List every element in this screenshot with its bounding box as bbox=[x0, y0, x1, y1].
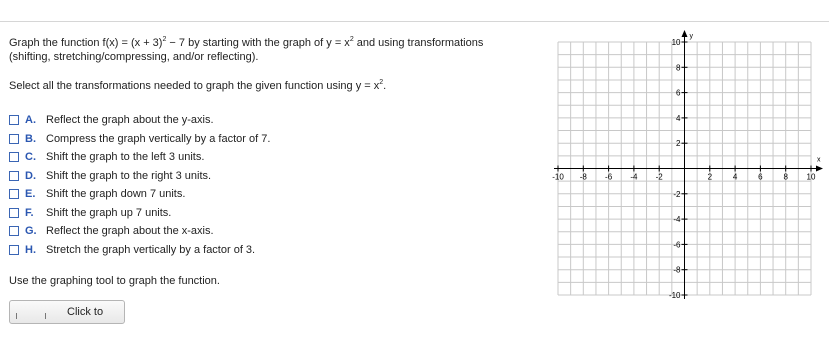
option-b[interactable] bbox=[9, 130, 270, 149]
question-part: − 7 by starting with the graph of y = x bbox=[166, 37, 350, 49]
x-tick-label: -6 bbox=[605, 172, 613, 182]
option-text: Shift the graph to the left 3 units. bbox=[46, 151, 205, 164]
question-part: and using transformations bbox=[353, 37, 484, 49]
y-tick-label: 10 bbox=[671, 38, 681, 47]
x-axis-label: x bbox=[817, 156, 821, 164]
coordinate-grid[interactable] bbox=[546, 30, 824, 320]
checkbox[interactable] bbox=[9, 245, 19, 255]
checkbox[interactable] bbox=[9, 189, 19, 199]
option-letter: F. bbox=[25, 206, 34, 219]
button-label: Click to bbox=[67, 306, 104, 318]
y-tick-label: 6 bbox=[676, 88, 681, 98]
option-text: Reflect the graph about the y-axis. bbox=[46, 114, 214, 127]
option-d[interactable] bbox=[9, 167, 270, 186]
option-letter: H. bbox=[25, 243, 36, 256]
option-letter: D. bbox=[25, 169, 36, 182]
option-f[interactable] bbox=[9, 204, 270, 223]
option-letter: G. bbox=[25, 225, 37, 238]
x-tick-label: 6 bbox=[758, 172, 763, 182]
x-tick-label: 4 bbox=[732, 172, 738, 182]
y-tick-label: 2 bbox=[676, 139, 681, 149]
instruction-text bbox=[9, 80, 386, 92]
x-tick-label: -2 bbox=[655, 172, 663, 182]
exponent: 2 bbox=[379, 79, 384, 86]
y-tick-label: -4 bbox=[673, 215, 681, 225]
instruction-part: . bbox=[383, 80, 387, 92]
option-e[interactable] bbox=[9, 185, 270, 204]
graph-instruction: Use the graphing tool to graph the function. bbox=[9, 275, 220, 287]
y-tick-label: -8 bbox=[673, 265, 681, 275]
y-axis-arrow-icon bbox=[682, 30, 688, 37]
graphing-tool-button[interactable] bbox=[9, 300, 125, 324]
option-text: Shift the graph down 7 units. bbox=[46, 188, 186, 201]
option-text: Reflect the graph about the x-axis. bbox=[46, 225, 214, 238]
y-tick-label: -10 bbox=[668, 291, 681, 300]
y-tick-label: 4 bbox=[676, 113, 681, 123]
x-tick-label: -4 bbox=[630, 172, 638, 182]
question-line2: (shifting, stretching/compressing, and/or reflecting). bbox=[9, 51, 259, 63]
question-text bbox=[9, 36, 529, 64]
checkbox[interactable] bbox=[9, 171, 19, 181]
x-tick-label: 8 bbox=[783, 172, 788, 182]
y-axis-label: y bbox=[689, 33, 693, 40]
x-axis-arrow-icon bbox=[816, 166, 823, 172]
y-tick-label: -6 bbox=[673, 240, 681, 250]
option-letter: E. bbox=[25, 188, 36, 201]
x-tick-label: -10 bbox=[552, 172, 564, 182]
checkbox[interactable] bbox=[9, 226, 19, 236]
option-text: Shift the graph to the right 3 units. bbox=[46, 169, 212, 182]
exponent: 2 bbox=[349, 36, 354, 43]
exponent: 2 bbox=[162, 36, 167, 43]
checkbox[interactable] bbox=[9, 208, 19, 218]
checkbox[interactable] bbox=[9, 152, 19, 162]
instruction-part: Select all the transformations needed to graph the given function using y = x bbox=[9, 80, 380, 92]
option-letter: A. bbox=[25, 114, 36, 127]
option-letter: C. bbox=[25, 151, 36, 164]
y-tick-label: -2 bbox=[673, 189, 681, 199]
option-text: Stretch the graph vertically by a factor of 3. bbox=[46, 243, 256, 256]
x-tick-label: 2 bbox=[707, 172, 713, 182]
y-tick-label: 8 bbox=[676, 63, 681, 73]
tool-icon bbox=[16, 313, 46, 319]
top-divider bbox=[0, 21, 829, 22]
checkbox[interactable] bbox=[9, 134, 19, 144]
x-tick-label: -8 bbox=[579, 172, 587, 182]
checkbox[interactable] bbox=[9, 115, 19, 125]
option-letter: B. bbox=[25, 132, 36, 145]
question-part: Graph the function f(x) = (x + 3) bbox=[9, 37, 163, 49]
x-tick-label: 10 bbox=[806, 172, 816, 182]
option-a[interactable] bbox=[9, 111, 270, 130]
option-c[interactable] bbox=[9, 148, 270, 167]
option-h[interactable] bbox=[9, 241, 270, 260]
option-g[interactable] bbox=[9, 222, 270, 241]
option-text: Compress the graph vertically by a factor of 7. bbox=[46, 132, 271, 145]
options-list bbox=[9, 111, 270, 259]
option-text: Shift the graph up 7 units. bbox=[46, 206, 172, 219]
